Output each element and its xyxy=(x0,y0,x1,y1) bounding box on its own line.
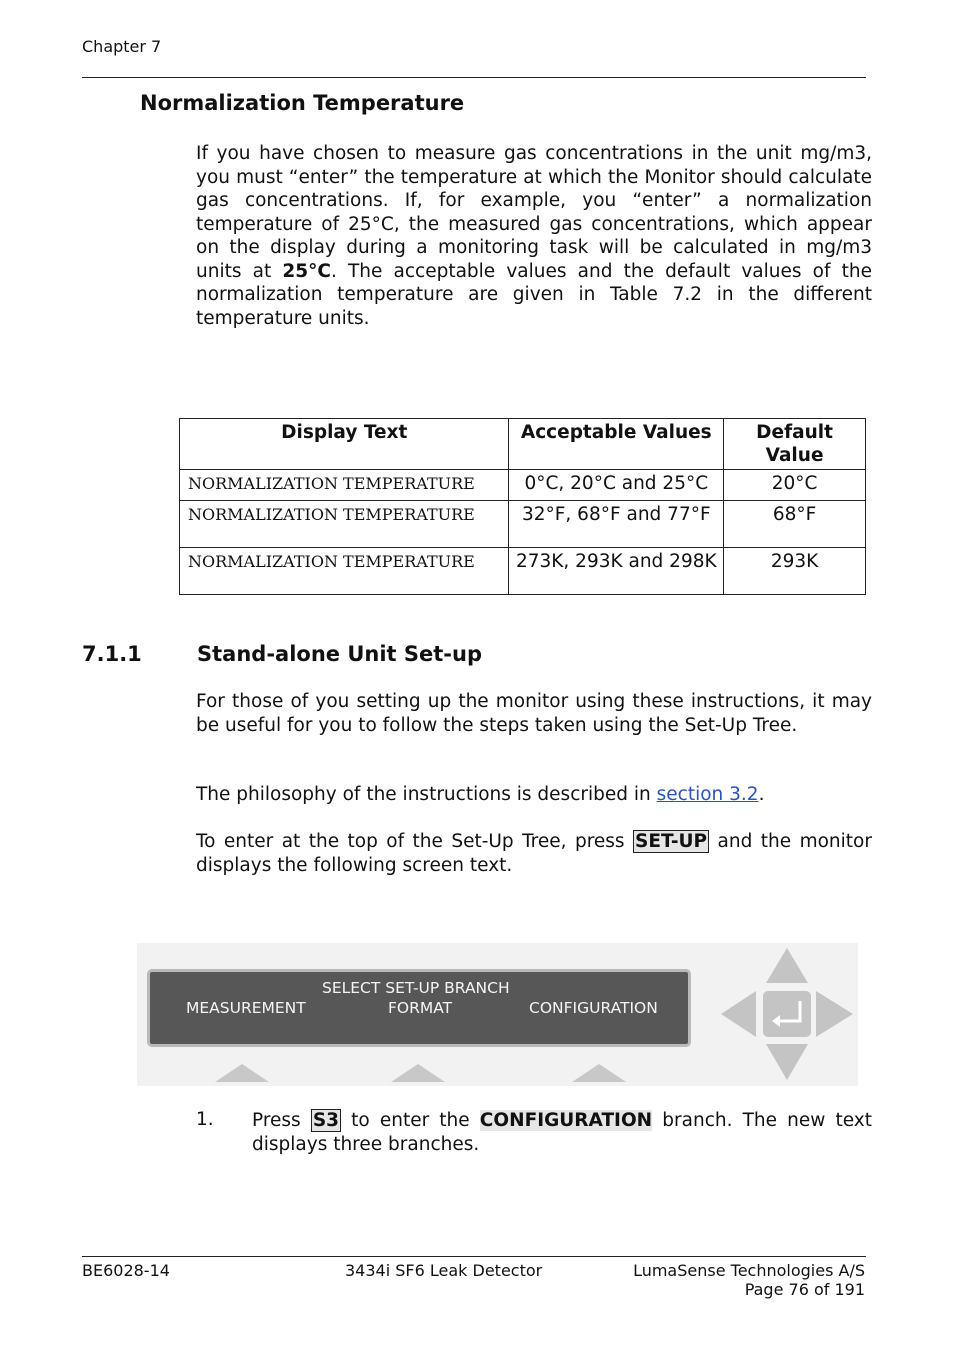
s3-key: S3 xyxy=(312,1110,340,1131)
subsection-number: 7.1.1 xyxy=(82,642,142,666)
table-cell: NORMALIZATION TEMPERATURE xyxy=(180,548,509,595)
subsection-paragraph-1: For those of you setting up the monitor using these instructions, it may be useful for you to follow the steps taken using the Set-Up Tree. xyxy=(196,691,872,736)
setup-key: SET-UP xyxy=(635,831,708,852)
table-header: Display Text xyxy=(180,419,509,470)
lcd-option-configuration: CONFIGURATION xyxy=(529,999,658,1017)
down-arrow-icon xyxy=(766,1044,808,1080)
table-header: Default Value xyxy=(724,419,866,470)
lcd-option-measurement: MEASUREMENT xyxy=(186,999,306,1017)
footer-page: Page 76 of 191 xyxy=(744,1280,865,1299)
right-arrow-icon xyxy=(816,991,853,1037)
subsection-heading xyxy=(82,642,482,666)
bold-temperature: 25°C xyxy=(282,260,331,282)
left-arrow-icon xyxy=(721,991,756,1037)
intro-paragraph: If you have chosen to measure gas concentrations in the unit mg/m3, you must “enter” the temperature at which the Monitor should calculate gas concentrations. If, for example, you “enter” a normalization temperature of 25°C, the measured gas concentrations, which appear on the display during a monitoring task will be calculated in mg/m3 units at 25°C. The acceptable values and the default values of the normalization temperature are given in Table 7.2 in the different temperature units. xyxy=(196,143,872,329)
table-cell: 20°C xyxy=(724,470,866,501)
table-cell: 293K xyxy=(724,548,866,595)
header-rule xyxy=(82,77,866,78)
normalization-table xyxy=(179,418,866,595)
table-header: Acceptable Values xyxy=(509,419,724,470)
subsection-paragraph-2: The philosophy of the instructions is described in section 3.2. xyxy=(196,784,765,805)
table-cell: NORMALIZATION TEMPERATURE xyxy=(180,501,509,548)
step-number: 1. xyxy=(196,1109,214,1130)
table-cell: 68°F xyxy=(724,501,866,548)
table-header-row xyxy=(180,419,866,470)
lcd-line-1: SELECT SET-UP BRANCH xyxy=(322,979,510,997)
footer-company: LumaSense Technologies A/S xyxy=(633,1261,865,1280)
footer-doc-id: BE6028-14 xyxy=(82,1261,170,1280)
enter-icon xyxy=(763,991,811,1037)
step-text: Press S3 to enter the CONFIGURATION branch. The new text displays three branches. xyxy=(252,1110,872,1155)
section-link[interactable]: section 3.2 xyxy=(656,784,759,805)
softkey-arrow-icon xyxy=(570,1062,628,1082)
subsection-title: Stand-alone Unit Set-up xyxy=(197,642,482,666)
table-cell: NORMALIZATION TEMPERATURE xyxy=(180,470,509,501)
footer-product: 3434i SF6 Leak Detector xyxy=(345,1261,543,1280)
table-cell: 0°C, 20°C and 25°C xyxy=(509,470,724,501)
up-arrow-icon xyxy=(766,948,808,983)
softkey-arrow-icon xyxy=(213,1062,271,1082)
chapter-header: Chapter 7 xyxy=(82,37,162,56)
section-title: Normalization Temperature xyxy=(140,91,465,115)
subsection-paragraph-3: To enter at the top of the Set-Up Tree, press SET-UP and the monitor displays the following screen text. xyxy=(196,831,872,876)
table-row xyxy=(180,501,866,548)
softkey-arrow-icon xyxy=(389,1062,447,1082)
table-cell: 273K, 293K and 298K xyxy=(509,548,724,595)
navigation-pad xyxy=(718,946,856,1082)
table-row xyxy=(180,548,866,595)
configuration-branch-label: CONFIGURATION xyxy=(479,1110,653,1131)
lcd-screen xyxy=(147,969,691,1047)
footer-rule xyxy=(82,1256,866,1257)
table-row xyxy=(180,470,866,501)
lcd-option-format: FORMAT xyxy=(388,999,453,1017)
table-cell: 32°F, 68°F and 77°F xyxy=(509,501,724,548)
